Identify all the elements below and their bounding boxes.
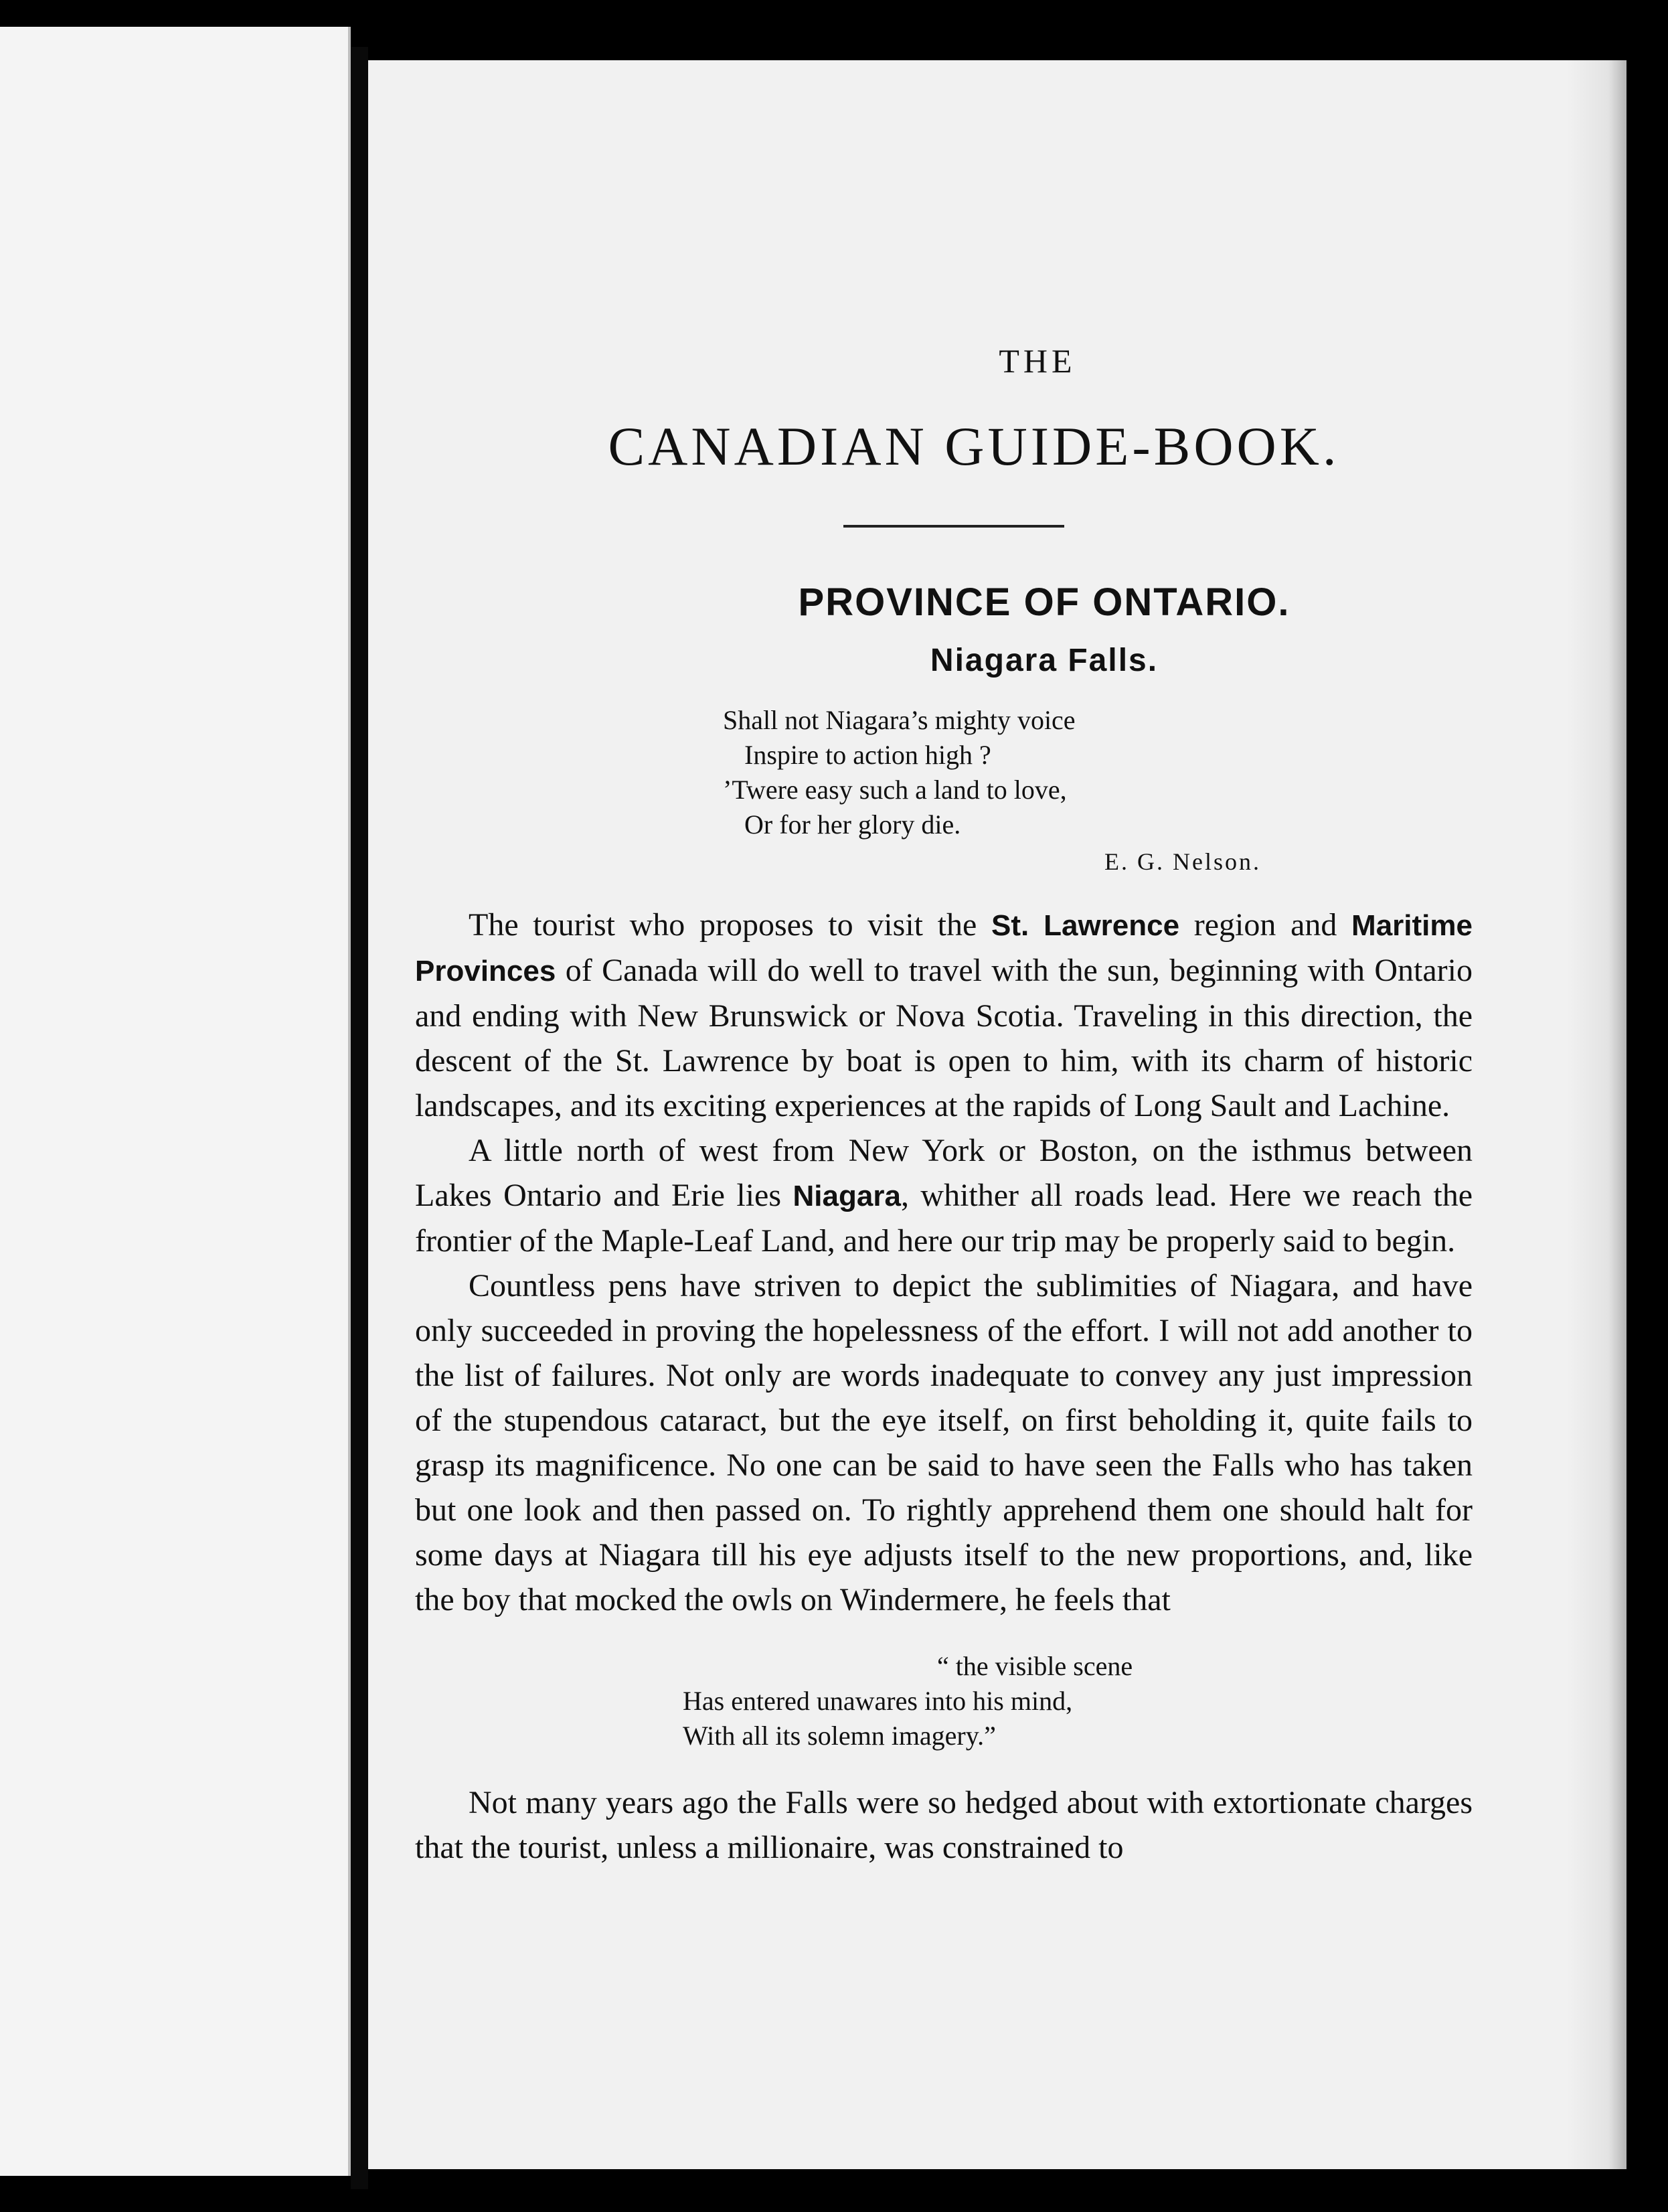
poem-line: Or for her glory die. <box>744 809 961 840</box>
title-kicker: THE <box>999 342 1076 380</box>
paragraph-intro <box>415 902 1473 1128</box>
bold-term-niagara: Niagara <box>793 1180 901 1212</box>
block-quote <box>683 1649 1473 1753</box>
paragraph-text: region and <box>1179 907 1352 943</box>
paragraph-niagara-location <box>415 1128 1473 1263</box>
quote-line: “ the visible scene <box>937 1651 1133 1681</box>
book-title: CANADIAN GUIDE-BOOK. <box>608 416 1340 477</box>
paragraph-text: of Canada will do well to travel with the sun, beginning with Ontario and ending with New Brunswick or Nova Scotia. Traveling in this direction, the descent of the St. Lawrence by boat is open to him, with its charm of historic landscapes, and its exciting experiences at the rapids of Long Sault and Lachine. <box>415 953 1473 1123</box>
bold-term-maritime-provinces: Maritime Provinces <box>415 909 1473 988</box>
subsection-heading: Niagara Falls. <box>930 643 1159 678</box>
poem-line: ’Twere easy such a land to love, <box>723 775 1067 805</box>
section-heading: PROVINCE OF ONTARIO. <box>798 580 1290 624</box>
facing-blank-page <box>0 27 351 2176</box>
title-rule <box>843 525 1064 528</box>
book-gutter <box>351 47 368 2189</box>
bold-term-st-lawrence: St. Lawrence <box>991 909 1180 942</box>
book-page <box>368 60 1627 2169</box>
quote-line: Has entered unawares into his mind, <box>683 1686 1073 1716</box>
poem-line: Shall not Niagara’s mighty voice <box>723 705 1076 735</box>
paragraph-lead-word: The <box>469 907 519 943</box>
paragraph-text: , whither all roads lead. Here we reach the frontier of the Maple-Leaf Land, and here our trip may be properly said to begin. <box>415 1178 1473 1259</box>
paragraph-extortion: Not many years ago the Falls were so hedged about with extortionate charges that the tourist, unless a millionaire, was constrained to <box>415 1785 1473 1865</box>
page-edge-shadow <box>1566 60 1627 2169</box>
paragraph-text: A little north of west from New York or Boston, on the isthmus between Lakes Ontario and Erie lies <box>415 1133 1473 1213</box>
poem-author: E. G. Nelson. <box>1104 848 1261 875</box>
paragraph-sublimities: Countless pens have striven to depict the sublimities of Niagara, and have only succeeded in proving the hopelessness of the effort. I will not add another to the list of failures. Not only are words inadequate to convey any just impression of the stupendous cataract, but the eye itself, on first beholding it, quite fails to grasp its magnificence. No one can be said to have seen the Falls who has taken but one look and then passed on. To rightly apprehend them one should halt for some days at Niagara till his eye adjusts itself to the new proportions, and, like the boy that mocked the owls on Windermere, he feels that <box>415 1268 1473 1617</box>
quote-line: With all its solemn imagery.” <box>683 1721 996 1751</box>
poem-line: Inspire to action high ? <box>744 740 991 770</box>
paragraph-text: tourist who proposes to visit the <box>518 907 991 943</box>
page-content <box>415 341 1473 1870</box>
epigraph-poem <box>723 703 1473 842</box>
